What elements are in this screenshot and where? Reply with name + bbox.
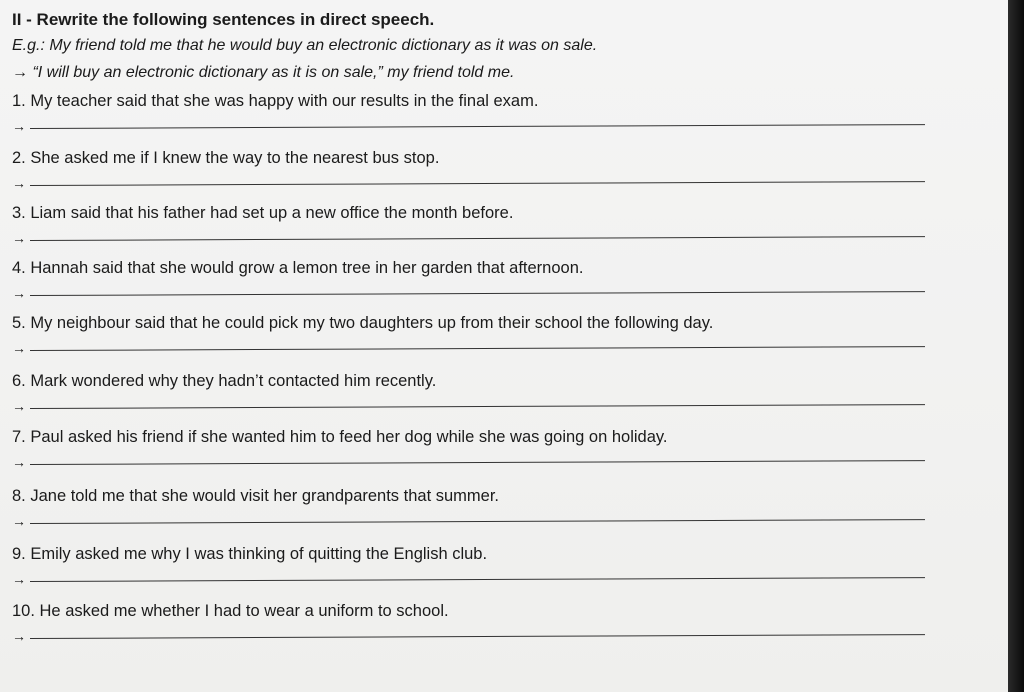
answer-line[interactable] — [30, 634, 925, 639]
answer-line[interactable] — [30, 346, 925, 351]
arrow-icon: → — [12, 513, 26, 529]
arrow-icon: → — [12, 398, 26, 414]
answer-line[interactable] — [30, 460, 925, 465]
arrow-icon: → — [12, 340, 26, 356]
item-sentence: 2. She asked me if I knew the way to the nearest bus stop. — [12, 149, 440, 167]
arrow-icon: → — [12, 230, 26, 246]
item-sentence: 8. Jane told me that she would visit her grandparents that summer. — [12, 487, 500, 505]
exercise-item-1 — [12, 92, 972, 150]
example-direct: → “I will buy an electronic dictionary as it is on sale,” my friend told me. — [12, 64, 515, 81]
item-sentence: 7. Paul asked his friend if she wanted him to feed her dog while she was going on holiday. — [12, 428, 668, 446]
answer-line[interactable] — [30, 404, 925, 409]
exercise-heading: II - Rewrite the following sentences in direct speech. — [12, 10, 435, 29]
item-sentence: 10. He asked me whether I had to wear a uniform to school. — [12, 602, 449, 620]
exercise-item-7 — [12, 428, 972, 486]
arrow-icon: → — [12, 628, 26, 644]
exercise-item-6 — [12, 372, 972, 430]
answer-line[interactable] — [30, 291, 925, 296]
example-reported: E.g.: My friend told me that he would buy an electronic dictionary as it was on sale. — [12, 37, 598, 54]
item-sentence: 4. Hannah said that she would grow a lemon tree in her garden that afternoon. — [12, 259, 584, 277]
exercise-item-4 — [12, 259, 972, 317]
exercise-item-2 — [12, 149, 972, 207]
exercise-item-3 — [12, 204, 972, 262]
item-sentence: 3. Liam said that his father had set up a new office the month before. — [12, 204, 514, 222]
answer-line[interactable] — [30, 519, 925, 524]
arrow-icon: → — [12, 571, 26, 587]
answer-line[interactable] — [30, 577, 925, 582]
answer-line[interactable] — [30, 124, 925, 129]
answer-line[interactable] — [30, 236, 925, 241]
item-sentence: 1. My teacher said that she was happy with our results in the final exam. — [12, 92, 539, 110]
arrow-icon: → — [12, 175, 26, 191]
exercise-item-5 — [12, 314, 972, 372]
arrow-icon: → — [12, 285, 26, 301]
answer-line[interactable] — [30, 181, 925, 186]
item-sentence: 9. Emily asked me why I was thinking of quitting the English club. — [12, 545, 488, 563]
item-sentence: 5. My neighbour said that he could pick my two daughters up from their school the following day. — [12, 314, 714, 332]
exercise-item-10 — [12, 602, 972, 660]
arrow-icon: → — [12, 118, 26, 134]
arrow-icon: → — [12, 454, 26, 470]
exercise-item-9 — [12, 545, 972, 603]
dark-page-edge — [1008, 0, 1024, 692]
exercise-item-8 — [12, 487, 972, 545]
item-sentence: 6. Mark wondered why they hadn’t contacted him recently. — [12, 372, 437, 390]
